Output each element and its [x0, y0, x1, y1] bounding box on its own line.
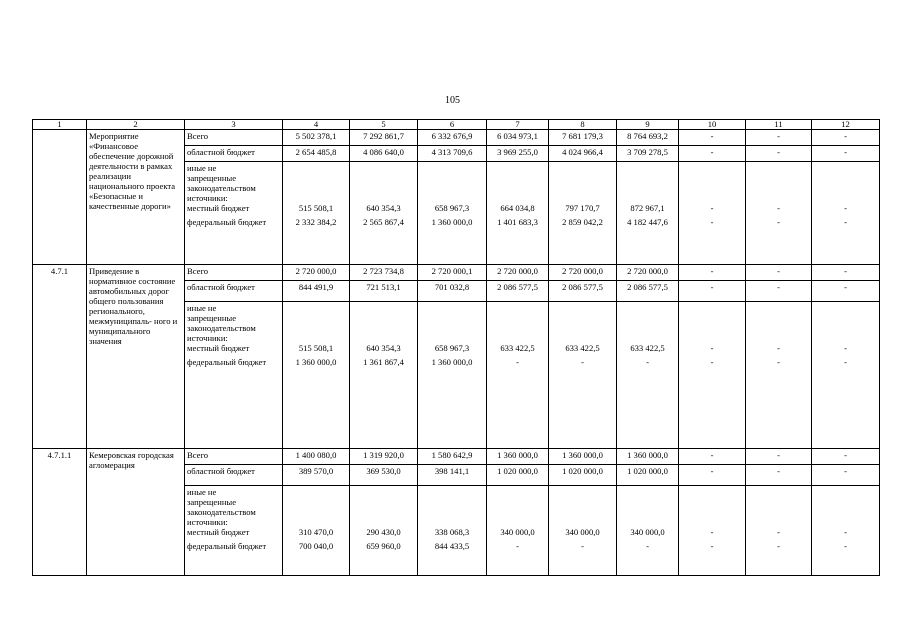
value-cell: 1 580 642,9 — [418, 449, 487, 465]
local-budget-value: 872 967,1 — [630, 203, 665, 213]
local-budget-value: 338 068,3 — [434, 527, 470, 537]
value-cell: - — [679, 265, 746, 281]
column-number-cell: 12 — [812, 120, 880, 130]
value-cell: - — [746, 449, 812, 465]
value-cell: - — [812, 130, 880, 146]
column-number-cell: 6 — [418, 120, 487, 130]
local-budget-value: 658 967,3 — [434, 343, 470, 353]
value-cell: - — [679, 130, 746, 146]
value-cell — [746, 162, 812, 265]
value-cell: - — [679, 146, 746, 162]
value-cell — [283, 162, 350, 265]
local-budget-value: 633 422,5 — [565, 343, 600, 353]
value-cell — [617, 162, 679, 265]
federal-budget-value: 844 433,5 — [434, 541, 470, 551]
value-cell: 7 292 861,7 — [350, 130, 418, 146]
local-budget-value: - — [777, 527, 780, 537]
value-cell — [549, 486, 617, 576]
value-cell — [746, 486, 812, 576]
federal-budget-value: - — [581, 357, 584, 367]
source-label-line: законодательством — [187, 183, 256, 193]
value-cell — [679, 162, 746, 265]
value-cell: - — [812, 146, 880, 162]
value-cell — [487, 302, 549, 449]
value-cell: 1 020 000,0 — [617, 465, 679, 486]
local-budget-value: 640 354,3 — [366, 343, 401, 353]
value-cell: 2 086 577,5 — [549, 281, 617, 302]
value-cell: 1 400 080,0 — [283, 449, 350, 465]
federal-budget-value: 2 332 384,2 — [295, 217, 337, 227]
local-budget-value: 340 000,0 — [565, 527, 600, 537]
federal-budget-value: - — [710, 541, 714, 551]
value-cell: - — [746, 146, 812, 162]
value-cell: - — [746, 465, 812, 486]
source-label-line: законодательством — [187, 323, 256, 333]
value-cell: - — [812, 281, 880, 302]
federal-budget-value: - — [777, 541, 780, 551]
value-cell — [350, 162, 418, 265]
value-cell: - — [679, 449, 746, 465]
budget-table — [32, 119, 880, 576]
source-label-line: иные не — [187, 163, 217, 173]
value-cell: 2 086 577,5 — [487, 281, 549, 302]
value-cell — [746, 302, 812, 449]
column-number-cell: 5 — [350, 120, 418, 130]
source-label-line: источники: — [187, 517, 228, 527]
table-row — [33, 449, 880, 465]
column-number-cell: 10 — [679, 120, 746, 130]
federal-budget-value: 1 361 867,4 — [363, 357, 404, 367]
value-cell: - — [746, 281, 812, 302]
value-cell — [283, 302, 350, 449]
source-label-federal: федеральный бюджет — [187, 541, 267, 551]
value-cell — [418, 302, 487, 449]
local-budget-value: 664 034,8 — [500, 203, 535, 213]
source-label-other — [185, 302, 283, 449]
column-number-cell: 2 — [87, 120, 185, 130]
value-cell: - — [812, 265, 880, 281]
local-budget-value: - — [844, 343, 847, 353]
federal-budget-value: - — [777, 357, 780, 367]
source-label-local: местный бюджет — [187, 203, 250, 213]
federal-budget-value: - — [516, 357, 519, 367]
source-label-regional: областной бюджет — [185, 281, 283, 302]
value-cell — [617, 486, 679, 576]
source-label-other — [185, 162, 283, 265]
federal-budget-value: - — [710, 357, 714, 367]
local-budget-value: - — [710, 203, 714, 213]
row-name: Приведение в нормативное состояние автомобильных дорог общего пользования регионального, межмуниципаль- ного и муниципального значения — [87, 265, 185, 449]
row-code — [33, 130, 87, 265]
source-label-local: местный бюджет — [187, 343, 250, 353]
value-cell: 8 764 693,2 — [617, 130, 679, 146]
value-cell: - — [746, 265, 812, 281]
local-budget-value: 633 422,5 — [500, 343, 535, 353]
federal-budget-value: 2 565 867,4 — [363, 217, 404, 227]
federal-budget-value: - — [844, 357, 847, 367]
row-name: Мероприятие «Финансовое обеспечение дорожной деятельности в рамках реализации национального проекта «Безопасные и качественные дороги» — [87, 130, 185, 265]
value-cell: 2 720 000,0 — [283, 265, 350, 281]
local-budget-value: - — [844, 203, 847, 213]
value-cell — [679, 486, 746, 576]
federal-budget-value: - — [844, 217, 847, 227]
value-cell: 2 720 000,0 — [617, 265, 679, 281]
federal-budget-value: - — [710, 217, 714, 227]
table-row — [33, 130, 880, 146]
local-budget-value: 515 508,1 — [298, 343, 334, 353]
page-number: 105 — [445, 95, 460, 106]
local-budget-value: 310 470,0 — [298, 527, 334, 537]
source-label-federal: федеральный бюджет — [187, 217, 267, 227]
local-budget-value: 640 354,3 — [366, 203, 401, 213]
federal-budget-value: - — [516, 541, 519, 551]
value-cell: 5 502 378,1 — [283, 130, 350, 146]
local-budget-value: 797 170,7 — [565, 203, 600, 213]
source-label-line: законодательством — [187, 507, 256, 517]
table-row — [33, 265, 880, 281]
federal-budget-value: 1 360 000,0 — [431, 357, 473, 367]
source-label-total: Всего — [185, 449, 283, 465]
local-budget-value: 658 967,3 — [434, 203, 470, 213]
value-cell: 6 034 973,1 — [487, 130, 549, 146]
source-label-regional: областной бюджет — [185, 465, 283, 486]
value-cell: 1 360 000,0 — [617, 449, 679, 465]
federal-budget-value: - — [777, 217, 780, 227]
value-cell: 1 360 000,0 — [549, 449, 617, 465]
value-cell — [418, 162, 487, 265]
column-number-cell: 4 — [283, 120, 350, 130]
value-cell: 2 720 000,1 — [418, 265, 487, 281]
local-budget-value: 515 508,1 — [298, 203, 334, 213]
value-cell — [549, 162, 617, 265]
table-body — [33, 120, 880, 576]
value-cell — [812, 162, 880, 265]
column-number-cell: 11 — [746, 120, 812, 130]
value-cell — [487, 486, 549, 576]
local-budget-value: 290 430,0 — [366, 527, 401, 537]
source-label-line: иные не — [187, 487, 217, 497]
value-cell: 1 020 000,0 — [549, 465, 617, 486]
value-cell: 2 086 577,5 — [617, 281, 679, 302]
local-budget-value: 633 422,5 — [630, 343, 665, 353]
value-cell: 1 360 000,0 — [487, 449, 549, 465]
value-cell: 3 969 255,0 — [487, 146, 549, 162]
local-budget-value: - — [777, 343, 780, 353]
source-label-line: запрещенные — [187, 313, 237, 323]
local-budget-value: - — [777, 203, 780, 213]
federal-budget-value: 659 960,0 — [366, 541, 401, 551]
source-label-regional: областной бюджет — [185, 146, 283, 162]
value-cell: - — [679, 281, 746, 302]
value-cell: - — [812, 465, 880, 486]
local-budget-value: - — [710, 527, 714, 537]
federal-budget-value: - — [844, 541, 847, 551]
value-cell: 3 709 278,5 — [617, 146, 679, 162]
row-name: Кемеровская городская агломерация — [87, 449, 185, 576]
value-cell — [812, 486, 880, 576]
value-cell: 6 332 676,9 — [418, 130, 487, 146]
local-budget-value: - — [844, 527, 847, 537]
source-label-other — [185, 486, 283, 576]
value-cell: - — [812, 449, 880, 465]
value-cell: - — [746, 130, 812, 146]
value-cell: 2 720 000,0 — [549, 265, 617, 281]
federal-budget-value: 700 040,0 — [298, 541, 334, 551]
source-label-line: запрещенные — [187, 173, 237, 183]
value-cell — [617, 302, 679, 449]
value-cell: 2 720 000,0 — [487, 265, 549, 281]
value-cell: 4 086 640,0 — [350, 146, 418, 162]
source-label-local: местный бюджет — [187, 527, 250, 537]
local-budget-value: 340 000,0 — [630, 527, 665, 537]
column-number-row — [33, 120, 880, 130]
value-cell — [487, 162, 549, 265]
column-number-cell: 3 — [185, 120, 283, 130]
value-cell — [350, 302, 418, 449]
column-number-cell: 7 — [487, 120, 549, 130]
value-cell — [549, 302, 617, 449]
federal-budget-value: - — [646, 541, 649, 551]
value-cell: 369 530,0 — [350, 465, 418, 486]
row-code: 4.7.1.1 — [33, 449, 87, 576]
value-cell: 701 032,8 — [418, 281, 487, 302]
source-label-total: Всего — [185, 130, 283, 146]
value-cell: 398 141,1 — [418, 465, 487, 486]
value-cell: - — [679, 465, 746, 486]
federal-budget-value: - — [646, 357, 649, 367]
column-number-cell: 9 — [617, 120, 679, 130]
local-budget-value: - — [710, 343, 714, 353]
value-cell — [812, 302, 880, 449]
source-label-total: Всего — [185, 265, 283, 281]
source-label-line: запрещенные — [187, 497, 237, 507]
federal-budget-value: - — [581, 541, 584, 551]
source-label-line: источники: — [187, 333, 228, 343]
federal-budget-value: 2 859 042,2 — [562, 217, 603, 227]
value-cell — [679, 302, 746, 449]
federal-budget-value: 1 360 000,0 — [431, 217, 473, 227]
source-label-line: иные не — [187, 303, 217, 313]
federal-budget-value: 1 401 683,3 — [497, 217, 538, 227]
value-cell: 2 654 485,8 — [283, 146, 350, 162]
value-cell: 4 313 709,6 — [418, 146, 487, 162]
column-number-cell: 1 — [33, 120, 87, 130]
value-cell: 1 020 000,0 — [487, 465, 549, 486]
value-cell: 7 681 179,3 — [549, 130, 617, 146]
source-label-line: источники: — [187, 193, 228, 203]
value-cell: 2 723 734,8 — [350, 265, 418, 281]
value-cell: 721 513,1 — [350, 281, 418, 302]
source-label-federal: федеральный бюджет — [187, 357, 267, 367]
row-code: 4.7.1 — [33, 265, 87, 449]
federal-budget-value: 4 182 447,6 — [627, 217, 668, 227]
value-cell — [350, 486, 418, 576]
value-cell — [283, 486, 350, 576]
value-cell: 844 491,9 — [283, 281, 350, 302]
value-cell: 4 024 966,4 — [549, 146, 617, 162]
column-number-cell: 8 — [549, 120, 617, 130]
value-cell: 389 570,0 — [283, 465, 350, 486]
local-budget-value: 340 000,0 — [500, 527, 535, 537]
value-cell: 1 319 920,0 — [350, 449, 418, 465]
federal-budget-value: 1 360 000,0 — [295, 357, 337, 367]
value-cell — [418, 486, 487, 576]
